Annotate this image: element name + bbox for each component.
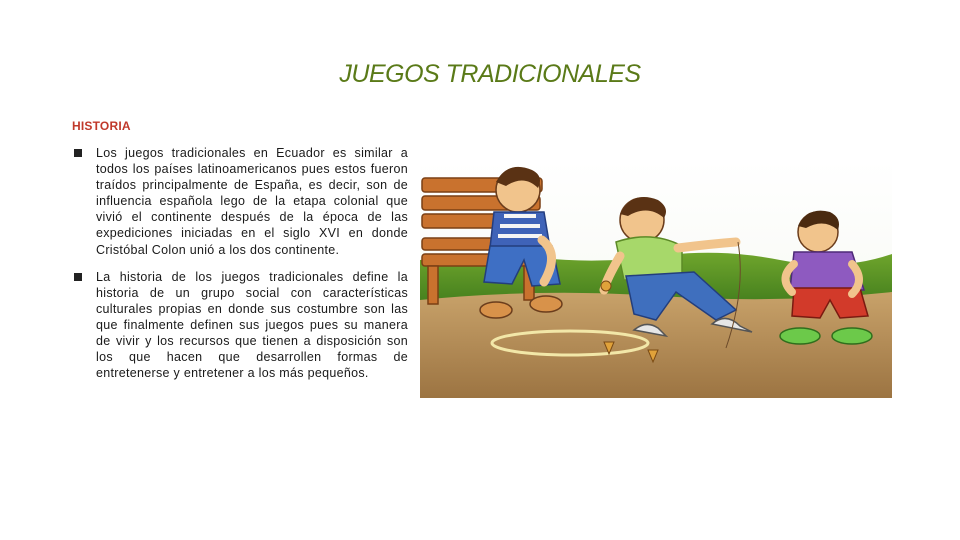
list-item [72,269,408,382]
slide-title: JUEGOS TRADICIONALES [339,60,641,88]
bullet-text: La historia de los juegos tradicionales define la historia de un grupo social con características culturales propias en donde sus costumbre son las que finalmente definen sus juegos pues su manera de vivir y los recursos que tienen a disposición son los que hacen que desarrollen formas de entretenerse y entretener a los más pequeños. [96,269,408,381]
bullet-list [72,145,408,392]
square-bullet-icon [74,149,82,157]
bullet-text: Los juegos tradicionales en Ecuador es similar a todos los países latinoamericanos pues estos fueron traídos principalmente de España, es decir, son de influencia española lego de la etapa colonial que vivió el continente después de la época de las expediciones iniciadas en el siglo XVI en donde Cristóbal Colon unió a los dos continente. [96,146,408,257]
section-label: HISTORIA [72,119,131,133]
list-item [72,145,408,258]
children-playing-tops-illustration [420,160,892,398]
square-bullet-icon [74,273,82,281]
